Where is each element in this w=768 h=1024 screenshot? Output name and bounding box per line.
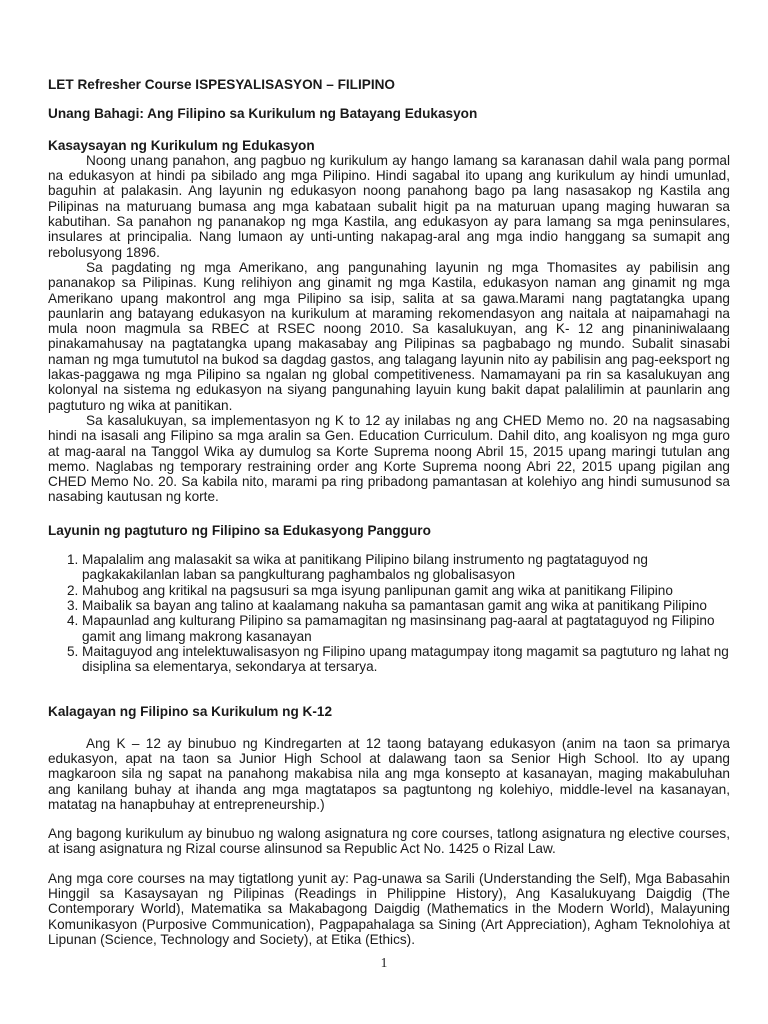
list-item [48,613,730,644]
document-title: LET Refresher Course ISPESYALISASYON – FILIPINO [48,77,395,92]
paragraph: Noong unang panahon, ang pagbuo ng kurikulum ay hango lamang sa karanasan dahil wala pang pormal na edukasyon at hindi pa sibilado ang mga Pilipino. Hindi sagabal ito upang ang kurikulum ay hindi umunlad, baguhin at palakasin. Ang layunin ng edukasyon noong panahong bago pa lang nasasakop ng Kastila ang Pilipinas na maturuang bumasa ang mga kabataan subalit higit pa na maturuan upang maging huwaran sa kabutihan. Sa panahon ng pananakop ng mga Kastila, ang edukasyon ay para lamang sa mga peninsulares, insulares at principalia. Nang lumaon ay unti-unting nakapag-aral ang mga indio hanggang sa sumapit ang rebolusyong 1896. [48,152,730,260]
page-number: 1 [380,955,388,970]
list-item-text: Mapaunlad ang kulturang Pilipino sa pamamagitan ng masinsinang pag-aaral at pagtataguyod ng Filipino gamit ang limang makrong kasanayan [82,613,715,644]
list-number: 4. [67,613,79,629]
paragraph: Ang mga core courses na may tigtatlong yunit ay: Pag-unawa sa Sarili (Understanding the Self), Mga Babasahin Hinggil sa Kasaysayan ng Pilipinas (Readings in Philippine History), Ang Kasalukuyang Daigdig (The Contemporary World), Matematika sa Makabagong Daigdig (Mathematics in the Modern World), Malayuning Komunikasyon (Purposive Communication), Pagpapahalaga sa Sining (Art Appreciation), Agham Teknolohiya at Lipunan (Science, Technology and Society), at Etika (Ethics). [48,870,730,947]
list-number: 5. [67,643,79,659]
list-item [48,598,730,613]
list-number: 1. [67,552,79,568]
section-heading-kalagayan: Kalagayan ng Filipino sa Kurikulum ng K-12 [48,704,333,720]
list-number: 3. [67,597,79,613]
list-number: 2. [67,582,79,598]
part-heading: Unang Bahagi: Ang Filipino sa Kurikulum ng Batayang Edukasyon [48,106,478,122]
list-item-text: Mapalalim ang malasakit sa wika at panitikang Pilipino bilang instrumento ng pagtataguyod ng pagkakakilanlan laban sa pangkulturang paghambalos ng globalisasyon [82,552,648,583]
section-heading-kasaysayan: Kasaysayan ng Kurikulum ng Edukasyon [48,137,315,153]
list-item [48,644,730,675]
objectives-list [48,552,730,674]
section-heading-layunin: Layunin ng pagtuturo ng Filipino sa Edukasyong Pangguro [48,522,431,538]
list-item-text: Maitaguyod ang intelektuwalisasyon ng Filipino upang matagumpay itong magamit sa pagtuturo ng lahat ng disiplina sa elementarya, sekondarya at tersarya. [82,643,729,675]
paragraph: Ang bagong kurikulum ay binubuo ng walong asignatura ng core courses, tatlong asignatura ng elective courses, at isang asignatura ng Rizal course alinsunod sa Republic Act No. 1425 o Rizal Law. [48,826,730,857]
paragraph: Sa kasalukuyan, sa implementasyon ng K to 12 ay inilabas ng ang CHED Memo no. 20 na nagsasabing hindi na isasali ang Filipino sa mga aralin sa Gen. Education Curriculum. Dahil dito, ang koalisyon ng mga guro at mag-aaral na Tanggol Wika ay dumulog sa Korte Suprema noong Abril 15, 2015 upang maringi tutulan ang memo. Naglabas ng temporary restraining order ang Korte Suprema noong Abri 22, 2015 upang pigilan ang CHED Memo No. 20. Sa kabila nito, marami pa ring pribadong pamantasan at kolehiyo ang hindi sumusunod sa nasabing kautusan ng korte. [48,412,730,505]
paragraph: Sa pagdating ng mga Amerikano, ang pangunahing layunin ng mga Thomasites ay pabilisin ang pananakop sa Pilipinas. Kung relihiyon ang ginamit ng mga Kastila, edukasyon naman ang ginamit ng mga Amerikano upang makontrol ang mga Pilipino sa isip, salita at sa gawa.Marami nang pagtatangka upang paunlarin ang batayang edukasyon na kurikulum at maraming rekomendasyon ang naitala at naipamahagi na mula noon magmula sa RBEC at RSEC noong 2010. Sa kasalukuyan, ang K- 12 ang pinaniniwalaang pinakamahusay na pagtatangka upang makasabay ang Pilipinas sa pagbabago ng mundo. Subalit sinasabi naman ng mga tumututol na bukod sa dagdag gastos, ang talagang layunin nito ay pabilisin ang pag-eeksport ng lakas-paggawa ng mga Pilipino sa ngalan ng global competitiveness. Namamayani pa rin sa kasalukuyan ang kolonyal na sistema ng edukasyon na siyang pangunahing layuin kung bakit dapat palalilimin at paunlarin ang pagtuturo ng wika at panitikan. [48,259,730,413]
list-item-text: Maibalik sa bayan ang talino at kaalamang nakuha sa pamantasan gamit ang wika at panitikang Pilipino [82,597,707,613]
list-item-text: Mahubog ang kritikal na pagsusuri sa mga isyung panlipunan gamit ang wika at panitikang Filipino [82,582,673,598]
list-item [48,583,730,598]
document-body [48,77,730,947]
paragraph: Ang K – 12 ay binubuo ng Kindregarten at 12 taong batayang edukasyon (anim na taon sa primarya edukasyon, apat na taon sa Junior High School at dalawang taon sa Senior High School. Ito ay upang magkaroon sila ng sapat na panahong makabisa nila ang mga konsepto at kasanayan, maging makabuluhan ang kanilang buhay at ihanda ang mga magtatapos sa pagtuntong ng kolehiyo, middle-level na kasanayan, matatag na hanapbuhay at entrepreneurship.) [48,735,730,812]
list-item [48,552,730,583]
